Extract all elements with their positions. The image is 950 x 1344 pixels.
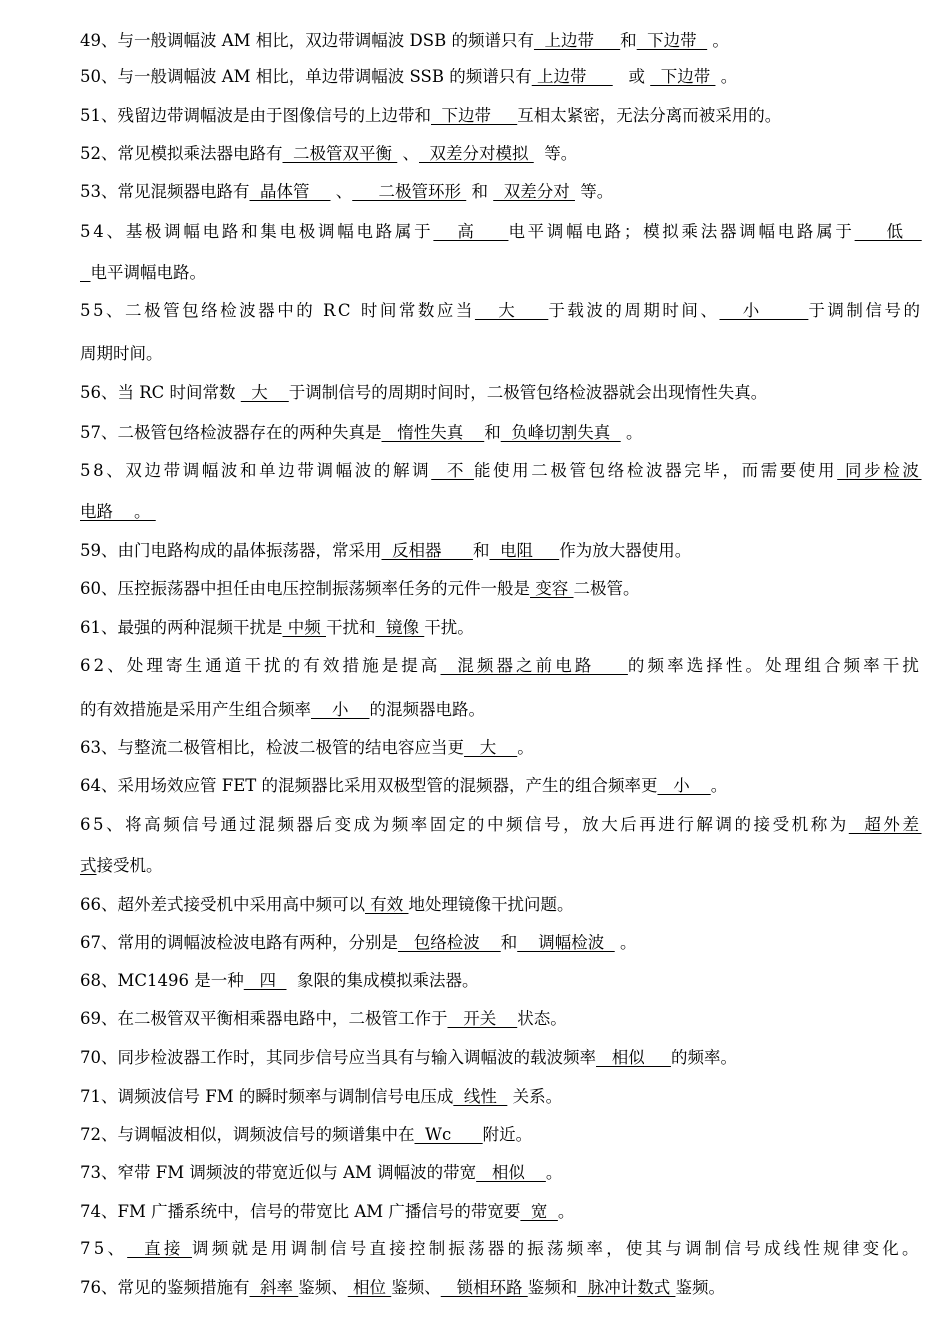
question-text: 鉴频和 (527, 1278, 578, 1297)
answer-blank: 有效 (365, 895, 409, 914)
question-text: 。 (715, 67, 738, 86)
question-text: 58、双边带调幅波和单边带调幅波的解调 (80, 461, 432, 480)
question-line (80, 894, 574, 916)
question-text: 71、调频波信号 FM 的瞬时频率与调制信号电压成 (80, 1087, 454, 1106)
question-text: 59、由门电路构成的晶体振荡器，常采用 (80, 541, 382, 560)
question-text: 和 (620, 31, 637, 50)
question-text: 的有效措施是采用产生组合频率 (80, 700, 311, 719)
question-text: 72、与调幅波相似，调频波信号的频谱集中在 (80, 1125, 415, 1144)
answer-blank: 同步检波 (837, 461, 922, 480)
question-text: 周期时间。 (80, 344, 163, 363)
question-line (80, 1277, 725, 1299)
answer-blank: 小 (311, 700, 370, 719)
question-text: 和 (472, 541, 490, 560)
question-line (80, 66, 737, 88)
question-line (80, 932, 636, 954)
question-line (80, 105, 781, 127)
question-text: 68、MC1496 是一种 (80, 971, 244, 990)
question-line (80, 617, 474, 639)
question-text: 地处理镜像干扰问题。 (408, 895, 574, 914)
question-text: 75、 (80, 1239, 128, 1258)
question-text: 、 (330, 182, 353, 201)
question-line (80, 181, 613, 203)
answer-blank: 包络检波 (398, 933, 501, 952)
question-line (80, 1238, 922, 1260)
question-text: 互相太紧密，无法分离而被采用的。 (517, 106, 782, 125)
question-text: 鉴频。 (675, 1278, 725, 1297)
question-text: 63、与整流二极管相比，检波二极管的结电容应当更 (80, 738, 464, 757)
question-text: 于载波的周期时间、 (548, 301, 720, 320)
answer-blank: 上边带 (533, 31, 621, 50)
question-text: 作为放大器使用。 (559, 541, 692, 560)
question-text: 干扰和 (326, 618, 376, 637)
question-text: 67、常用的调幅波检波电路有两种，分别是 (80, 933, 398, 952)
question-text: 56、当 RC 时间常数 (80, 383, 241, 402)
question-text: 73、窄带 FM 调频波的带宽近似与 AM 调幅波的带宽 (80, 1163, 477, 1182)
answer-blank: 惰性失真 (381, 423, 485, 442)
question-text: 。 (557, 1202, 575, 1221)
question-line (80, 737, 534, 759)
answer-blank: 双差分对模拟 (419, 144, 534, 163)
answer-blank: 低 (854, 222, 922, 241)
question-text: 。 (614, 933, 637, 952)
question-text: 状态。 (517, 1009, 567, 1028)
question-line (80, 501, 156, 523)
answer-blank: 电阻 (489, 541, 560, 560)
question-text: 52、常见模拟乘法器电路有 (80, 144, 283, 163)
answer-blank: 调幅检波 (517, 933, 615, 952)
answer-blank: 高 (433, 222, 509, 241)
question-text: 和 (466, 182, 494, 201)
question-text: 干扰。 (424, 618, 474, 637)
answer-blank: 大 (240, 383, 289, 402)
answer-blank: 开关 (447, 1009, 518, 1028)
question-line (80, 1162, 562, 1184)
answer-blank: 小 (719, 301, 809, 320)
question-line (80, 699, 485, 721)
answer-blank: 下边带 (431, 106, 518, 125)
answer-blank: 不 (431, 461, 474, 480)
question-text: 。 (545, 1163, 563, 1182)
question-text: 50、与一般调幅波 AM 相比，单边带调幅波 SSB 的频谱只有 (80, 67, 532, 86)
answer-blank: 反相器 (381, 541, 473, 560)
question-text: 等。 (533, 144, 578, 163)
question-text: 51、残留边带调幅波是由于图像信号的上边带和 (80, 106, 431, 125)
answer-blank: 上边带 (531, 67, 613, 86)
question-text: 62、处理寄生通道干扰的有效措施是提高 (80, 656, 441, 675)
question-text: 和 (500, 933, 518, 952)
question-text: 57、二极管包络检波器存在的两种失真是 (80, 423, 382, 442)
question-text: 二极管。 (573, 579, 640, 598)
question-text: 64、采用场效应管 FET 的混频器比采用双极型管的混频器，产生的组合频率更 (80, 776, 658, 795)
question-line (80, 1201, 574, 1223)
question-line (80, 382, 767, 404)
question-text: 鉴频、 (391, 1278, 441, 1297)
answer-blank: 线性 (453, 1087, 508, 1106)
answer-blank: 斜率 (249, 1278, 299, 1297)
question-line (80, 30, 729, 52)
question-text: 65、将高频信号通过混频器后变成为频率固定的中频信号，放大后再进行解调的接受机称为 (80, 815, 849, 834)
answer-blank (80, 263, 91, 282)
question-line (80, 814, 922, 836)
question-text: 于调制信号的周期时间时，二极管包络检波器就会出现惰性失真。 (288, 383, 768, 402)
question-text: 调频就是用调制信号直接控制振荡器的振荡频率，使其与调制信号成线性规律变化。 (192, 1239, 922, 1258)
answer-blank: 宽 (520, 1202, 558, 1221)
question-line (80, 775, 727, 797)
question-text: 69、在二极管双平衡相乘器电路中，二极管工作于 (80, 1009, 448, 1028)
question-text: 鉴频、 (298, 1278, 348, 1297)
question-text: 电平调幅电路；模拟乘法器调幅电路属于 (508, 222, 855, 241)
answer-blank: 相位 (347, 1278, 392, 1297)
question-text: 66、超外差式接受机中采用高中频可以 (80, 895, 365, 914)
answer-blank: 相似 (476, 1163, 546, 1182)
question-line (80, 143, 577, 165)
question-text: 55、二极管包络检波器中的 RC 时间常数应当 (80, 301, 475, 320)
question-text: 。 (710, 776, 728, 795)
question-text: 的混频器电路。 (369, 700, 485, 719)
question-line (80, 1047, 737, 1069)
answer-blank: 晶体管 (249, 182, 331, 201)
question-line (80, 655, 922, 677)
answer-blank: 混频器之前电路 (440, 656, 628, 675)
question-line (80, 460, 922, 482)
answer-blank: 电路 。 (80, 502, 156, 521)
question-text: 49、与一般调幅波 AM 相比，双边带调幅波 DSB 的频谱只有 (80, 31, 534, 50)
question-text: 54、基极调幅电路和集电极调幅电路属于 (80, 222, 434, 241)
answer-blank: 双差分对 (493, 182, 575, 201)
answer-blank: 四 (243, 971, 287, 990)
question-text: 。 (517, 738, 534, 757)
answer-blank: 镜像 (375, 618, 425, 637)
question-text: 76、常见的鉴频措施有 (80, 1278, 250, 1297)
answer-blank: 二极管双平衡 (282, 144, 398, 163)
question-text: 、 (397, 144, 419, 163)
question-line (80, 540, 691, 562)
answer-blank: Wc (414, 1125, 483, 1144)
answer-blank: 下边带 (650, 67, 716, 86)
answer-blank: 超外差 (848, 815, 922, 834)
question-line (80, 300, 922, 322)
question-text: 53、常见混频器电路有 (80, 182, 250, 201)
question-line (80, 970, 479, 992)
answer-blank: 锁相环路 (440, 1278, 528, 1297)
question-text: 70、同步检波器工作时，其同步信号应当具有与输入调幅波的载波频率 (80, 1048, 596, 1067)
question-line (80, 221, 922, 243)
question-text: 60、压控振荡器中担任由电压控制振荡频率任务的元件一般是 (80, 579, 530, 598)
question-text: 电平调幅电路。 (90, 263, 206, 282)
question-text: 于调制信号的 (808, 301, 923, 320)
question-text: 和 (484, 423, 501, 442)
question-line (80, 422, 642, 444)
question-text: 等。 (574, 182, 614, 201)
answer-blank: 大 (474, 301, 549, 320)
question-text: 接受机。 (96, 856, 163, 875)
answer-blank: 负峰切割失真 (500, 423, 621, 442)
answer-blank: 中频 (282, 618, 326, 637)
question-text: 的频率。 (670, 1048, 737, 1067)
question-text: 或 (612, 67, 651, 86)
question-text: 的频率选择性。处理组合频率干扰 (627, 656, 922, 675)
question-text: 。 (707, 31, 729, 50)
answer-blank: 脉冲计数式 (577, 1278, 676, 1297)
question-text: 关系。 (507, 1087, 563, 1106)
question-line (80, 855, 163, 877)
answer-blank: 大 (464, 738, 518, 757)
question-line (80, 343, 163, 365)
question-line (80, 1086, 562, 1108)
answer-blank: 二极管环形 (352, 182, 467, 201)
question-line (80, 262, 206, 284)
question-text: 象限的集成模拟乘法器。 (286, 971, 479, 990)
question-text: 74、FM 广播系统中，信号的带宽比 AM 广播信号的带宽要 (80, 1202, 521, 1221)
answer-blank: 小 (657, 776, 711, 795)
answer-blank: 直接 (127, 1239, 193, 1258)
question-text: 能使用二极管包络检波器完毕，而需要使用 (473, 461, 838, 480)
question-text: 61、最强的两种混频干扰是 (80, 618, 283, 637)
answer-blank: 变容 (530, 579, 574, 598)
answer-blank: 相似 (596, 1048, 671, 1067)
question-text: 。 (620, 423, 643, 442)
question-line (80, 1124, 532, 1146)
question-line (80, 578, 640, 600)
question-text: 附近。 (482, 1125, 533, 1144)
answer-blank: 式 (80, 856, 97, 875)
question-line (80, 1008, 567, 1030)
answer-blank: 下边带 (636, 31, 708, 50)
